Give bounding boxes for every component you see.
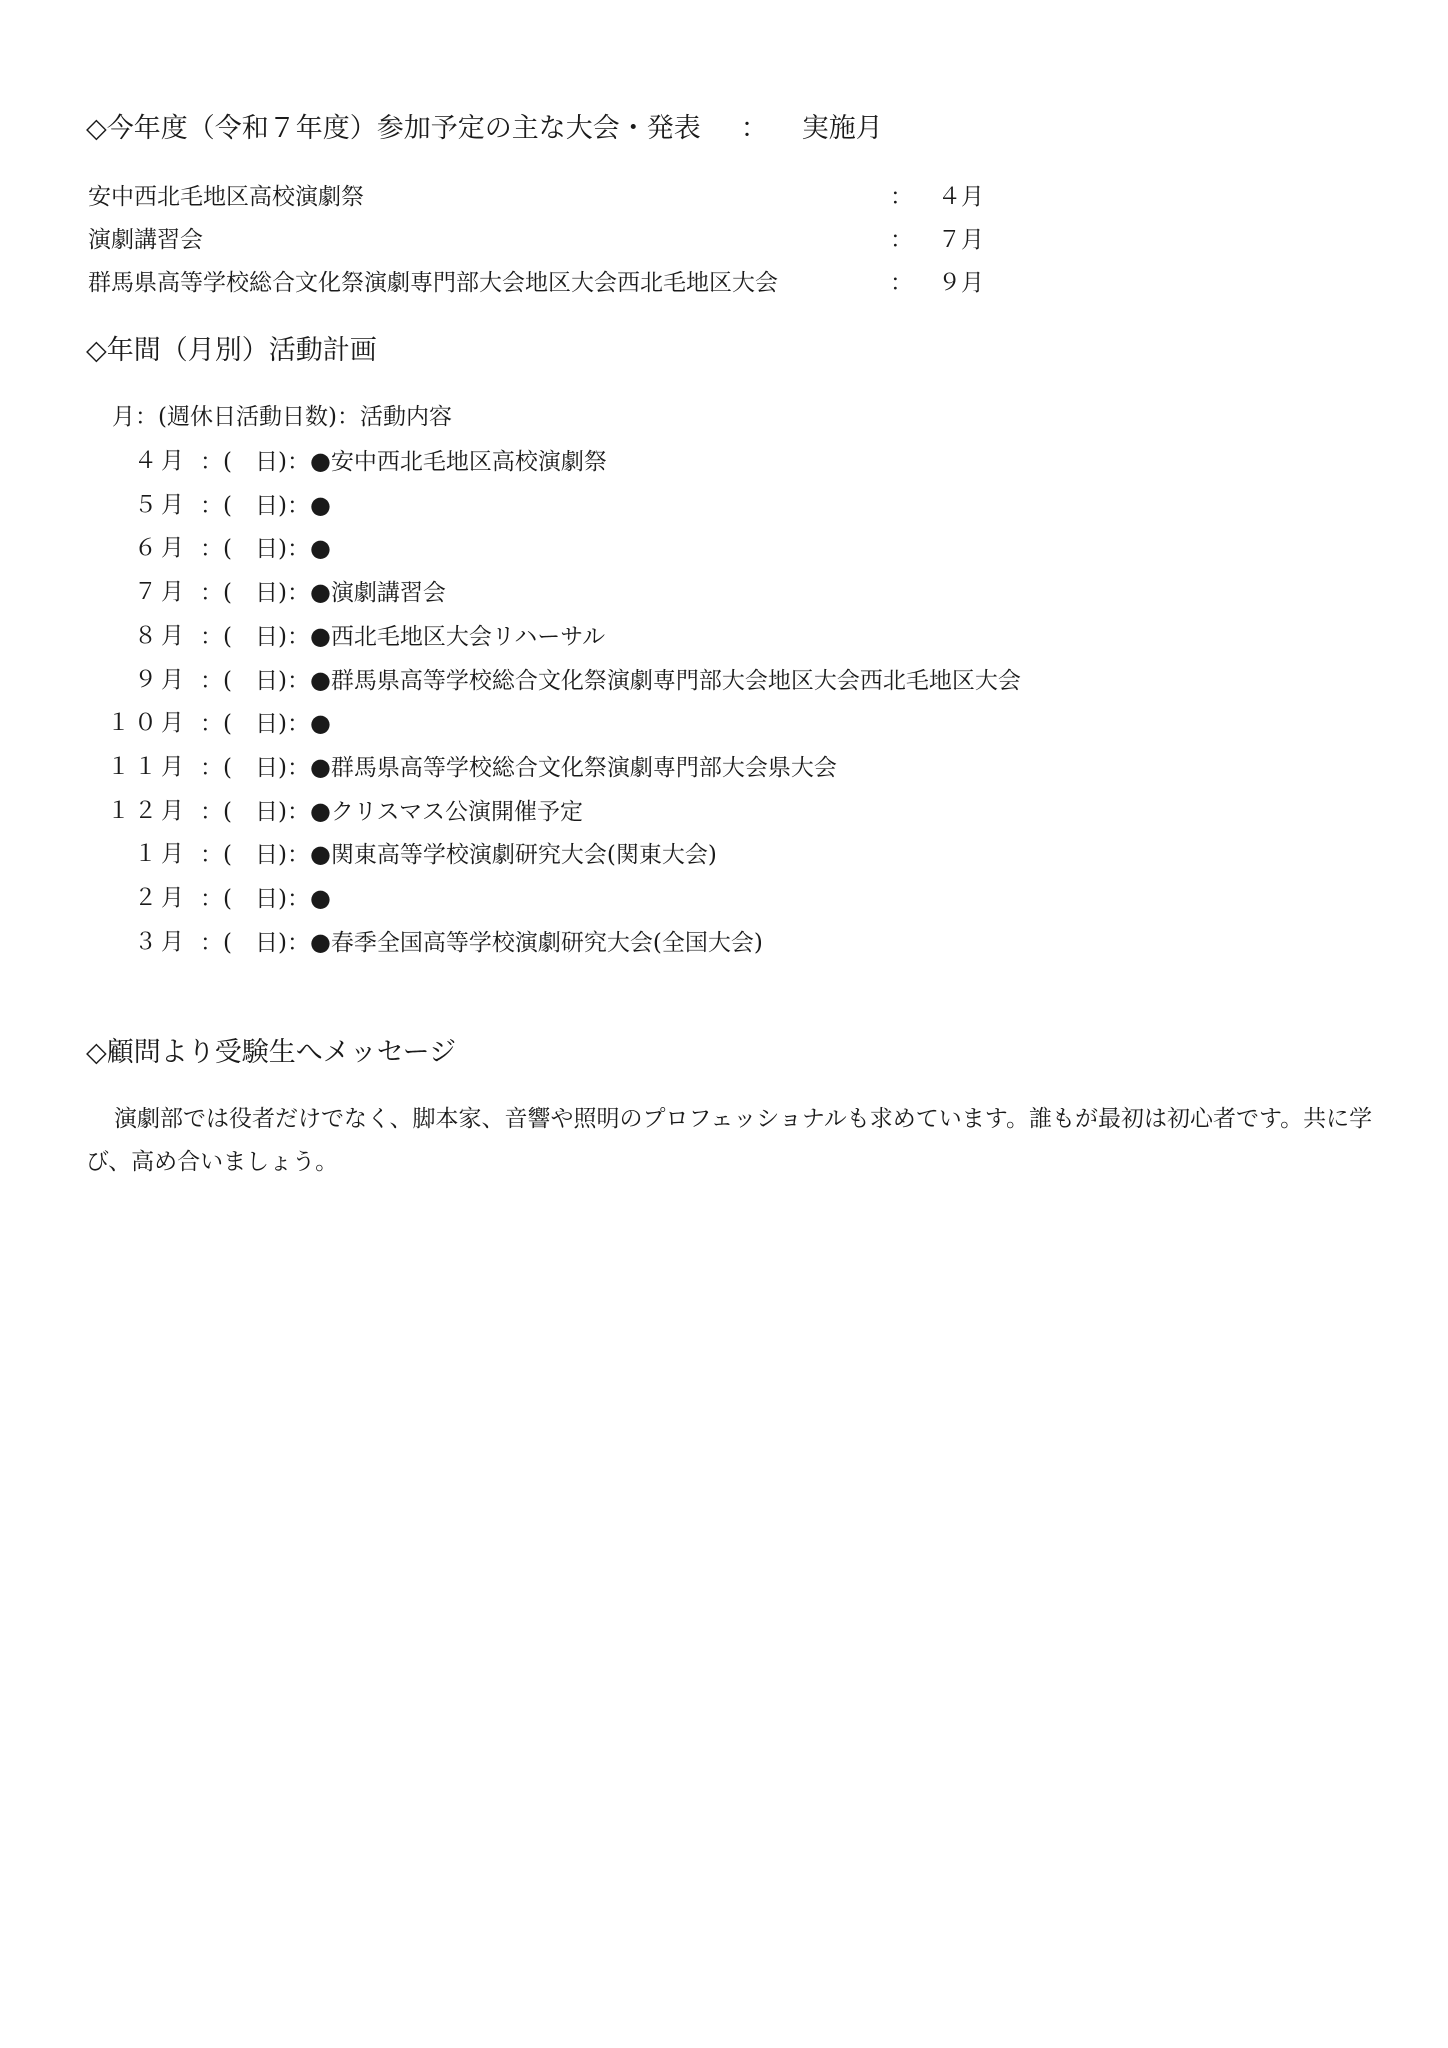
event-name: 演劇講習会 (88, 227, 203, 253)
event-name: 群馬県高等学校総合文化祭演劇専門部大会地区大会西北毛地区大会 (88, 270, 778, 296)
plan-days: ：( 日)： (200, 799, 310, 825)
plan-days: ：( 日)： (200, 493, 310, 519)
plan-month: ２月 (134, 885, 188, 911)
bullet-icon: ● (309, 534, 331, 562)
bullet-icon: ● (309, 753, 331, 781)
plan-row (0, 533, 1300, 563)
event-month: ７月 (938, 227, 984, 253)
plan-header (112, 402, 452, 432)
plan-detail (200, 665, 1021, 696)
plan-content: 演劇講習会 (330, 580, 446, 606)
plan-days: ：( 日)： (200, 711, 310, 737)
plan-content: 関東高等学校演劇研究大会(関東大会) (330, 842, 717, 868)
plan-month: １２月 (107, 798, 188, 824)
plan-month: １１月 (107, 754, 188, 780)
plan-detail (200, 796, 583, 827)
plan-detail (200, 446, 607, 477)
bullet-icon: ● (309, 491, 331, 519)
plan-row (0, 927, 1300, 957)
event-month: ４月 (938, 184, 984, 210)
plan-section-title (86, 334, 377, 368)
plan-detail (200, 490, 331, 521)
plan-title-text: ◇年間（月別）活動計画 (86, 335, 377, 366)
bullet-icon: ● (309, 928, 331, 956)
plan-content: 群馬県高等学校総合文化祭演劇専門部大会県大会 (330, 755, 837, 781)
plan-row (0, 839, 1300, 869)
event-colon: ： (890, 270, 913, 296)
plan-detail (200, 839, 717, 870)
plan-month: １０月 (107, 710, 188, 736)
plan-row (0, 883, 1300, 913)
plan-content: クリスマス公演開催予定 (330, 799, 583, 825)
plan-month: ５月 (134, 492, 188, 518)
bullet-icon: ● (309, 578, 331, 606)
event-name: 安中西北毛地区高校演劇祭 (88, 184, 364, 210)
plan-detail (200, 752, 837, 783)
message-section-title (86, 1036, 456, 1070)
events-title-colon: ： (740, 113, 768, 144)
events-section-title (86, 112, 883, 146)
events-title-text: ◇今年度（令和７年度）参加予定の主な大会・発表 (86, 113, 701, 144)
plan-month: ８月 (134, 623, 188, 649)
plan-content: 春季全国高等学校演劇研究大会(全国大会) (330, 930, 763, 956)
bullet-icon: ● (309, 447, 331, 475)
bullet-icon: ● (309, 884, 331, 912)
plan-row (0, 796, 1300, 826)
plan-row (0, 621, 1300, 651)
event-month: ９月 (938, 270, 984, 296)
plan-row (0, 665, 1300, 695)
bullet-icon: ● (309, 797, 331, 825)
plan-detail (200, 621, 605, 652)
plan-row (0, 752, 1300, 782)
plan-month: ４月 (134, 448, 188, 474)
plan-detail (200, 883, 331, 914)
plan-content: 安中西北毛地区高校演劇祭 (330, 449, 607, 475)
bullet-icon: ● (309, 666, 331, 694)
plan-days: ：( 日)： (200, 668, 310, 694)
bullet-icon: ● (309, 622, 331, 650)
plan-days: ：( 日)： (200, 886, 310, 912)
plan-row (0, 577, 1300, 607)
plan-row (0, 708, 1300, 738)
plan-content: 群馬県高等学校総合文化祭演劇専門部大会地区大会西北毛地区大会 (330, 668, 1021, 694)
message-title-text: ◇顧問より受験生へメッセージ (86, 1037, 457, 1068)
plan-month: １月 (134, 841, 188, 867)
plan-detail (200, 708, 331, 739)
plan-detail (200, 927, 763, 958)
bullet-icon: ● (309, 709, 331, 737)
advisor-message: 演劇部では役者だけでなく、脚本家、音響や照明のプロフェッショナルも求めています。誰もが最初は初心者です。共に学び、高め合いましょう。 (86, 1106, 1373, 1175)
event-row (88, 268, 1088, 298)
events-month-header: 実施月 (801, 113, 883, 144)
plan-month: ６月 (134, 535, 188, 561)
plan-content: 西北毛地区大会リハーサル (330, 624, 606, 650)
plan-month: ７月 (134, 579, 188, 605)
plan-days: ：( 日)： (200, 536, 310, 562)
plan-days: ：( 日)： (200, 842, 310, 868)
plan-header-text: 月：(週休日活動日数)：活動内容 (112, 404, 452, 430)
plan-days: ：( 日)： (200, 624, 310, 650)
event-colon: ： (890, 184, 913, 210)
plan-month: ３月 (134, 929, 188, 955)
plan-row (0, 446, 1300, 476)
event-row (88, 182, 1088, 212)
plan-detail (200, 577, 446, 608)
event-colon: ： (890, 227, 913, 253)
plan-detail (200, 533, 331, 564)
plan-month: ９月 (134, 667, 188, 693)
bullet-icon: ● (309, 840, 331, 868)
plan-days: ：( 日)： (200, 449, 310, 475)
plan-days: ：( 日)： (200, 755, 310, 781)
plan-days: ：( 日)： (200, 930, 310, 956)
plan-row (0, 490, 1300, 520)
plan-days: ：( 日)： (200, 580, 310, 606)
event-row (88, 225, 1088, 255)
